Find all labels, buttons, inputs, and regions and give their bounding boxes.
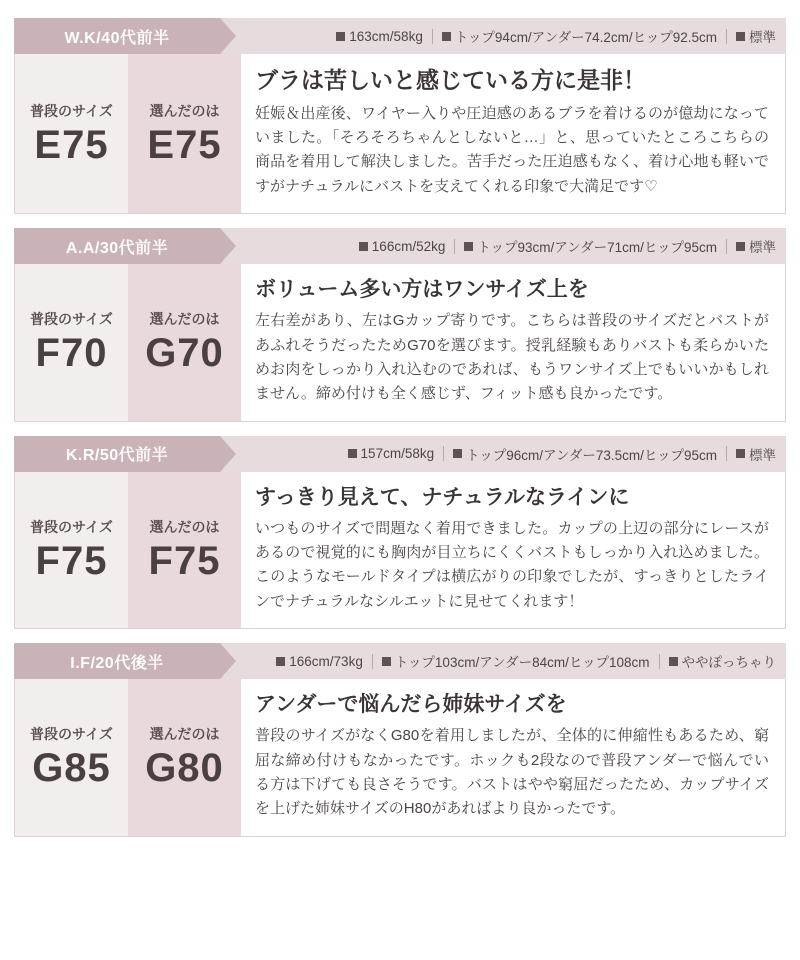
square-bullet-icon bbox=[359, 242, 368, 251]
chosen-size-label: 選んだのは bbox=[149, 518, 220, 535]
review-title: ブラは苦しいと感じている方に是非！ bbox=[255, 67, 646, 93]
chosen-size-label: 選んだのは bbox=[149, 726, 220, 743]
square-bullet-icon bbox=[736, 32, 745, 41]
reviewer-name: K.R/50代前半 bbox=[14, 436, 220, 472]
square-bullet-icon bbox=[669, 657, 678, 666]
review-body bbox=[14, 54, 786, 214]
square-bullet-icon bbox=[736, 242, 745, 251]
spec-text: 163cm/58kg bbox=[349, 28, 423, 44]
chosen-size-value: E75 bbox=[147, 122, 222, 167]
chosen-size-cell bbox=[128, 54, 241, 213]
reviewer-specs bbox=[220, 228, 786, 264]
chosen-size-value: F75 bbox=[148, 538, 221, 583]
chosen-size-label: 選んだのは bbox=[149, 102, 220, 119]
review-title: アンダーで悩んだら姉妹サイズを bbox=[255, 693, 567, 717]
spec-item bbox=[464, 236, 717, 256]
usual-size-cell bbox=[15, 54, 128, 213]
spec-item bbox=[453, 444, 717, 464]
review-text: 普段のサイズがなくG80を着用しましたが、全体的に伸縮性もあるため、窮屈な締め付けもなかったです。ホックも2段なので普段アンダーで悩んでいる方は下げても良さそうです。バストはやや窮屈だったため、カップサイズを上げた姉妹サイズのH80があればより良かったです。 bbox=[255, 727, 769, 818]
square-bullet-icon bbox=[736, 449, 745, 458]
usual-size-label: 普段のサイズ bbox=[30, 726, 113, 743]
chosen-size-value: G80 bbox=[145, 746, 224, 791]
reviewer-name: A.A/30代前半 bbox=[14, 228, 220, 264]
review-header bbox=[14, 18, 786, 54]
square-bullet-icon bbox=[348, 449, 357, 458]
reviewer-name: W.K/40代前半 bbox=[14, 18, 220, 54]
square-bullet-icon bbox=[276, 657, 285, 666]
chosen-size-value: G70 bbox=[145, 331, 224, 376]
usual-size-label: 普段のサイズ bbox=[30, 102, 113, 119]
spec-separator bbox=[726, 239, 727, 254]
review-text: 妊娠＆出産後、ワイヤー入りや圧迫感のあるブラを着けるのが億劫になっていました。「そろそろちゃんとしないと…」と、思っていたところこちらの商品を着用して解決しました。苦手だった圧迫感もなく、着け心地も軽いですがナチュラルにバストを支えてくれる印象で大満足です♡ bbox=[255, 104, 769, 195]
chosen-size-cell bbox=[128, 679, 241, 835]
spec-separator bbox=[372, 654, 373, 669]
review-text-column bbox=[241, 264, 785, 420]
spec-separator bbox=[432, 29, 433, 44]
spec-separator bbox=[443, 446, 444, 461]
spec-item bbox=[736, 236, 776, 256]
spec-item bbox=[736, 26, 776, 46]
usual-size-value: F70 bbox=[35, 331, 108, 376]
spec-item bbox=[669, 651, 777, 671]
spec-text: トップ93cm/アンダー71cm/ヒップ95cm bbox=[477, 240, 717, 256]
review-text: いつものサイズで問題なく着用できました。カップの上辺の部分にレースがあるので視覚的にも胸肉が目立ちにくくバストもしっかり入れ込めました。このようなモールドタイプは横広がりの印象でしたが、すっきりとしたラインでナチュラルなシルエットに見せてくれます！ bbox=[255, 519, 769, 610]
spec-text: トップ96cm/アンダー73.5cm/ヒップ95cm bbox=[466, 447, 717, 463]
review-header bbox=[14, 436, 786, 472]
review-text-column bbox=[241, 54, 785, 213]
review-body bbox=[14, 472, 786, 629]
square-bullet-icon bbox=[464, 242, 473, 251]
spec-text: 標準 bbox=[749, 447, 776, 463]
square-bullet-icon bbox=[336, 32, 345, 41]
spec-text: 157cm/58kg bbox=[360, 446, 435, 462]
square-bullet-icon bbox=[453, 449, 462, 458]
review-text-column bbox=[241, 679, 785, 835]
spec-text: 166cm/52kg bbox=[371, 238, 446, 254]
square-bullet-icon bbox=[382, 657, 391, 666]
usual-size-cell bbox=[15, 264, 128, 420]
usual-size-cell bbox=[15, 472, 128, 628]
reviewer-specs bbox=[220, 18, 786, 54]
spec-text: 標準 bbox=[749, 30, 776, 45]
spec-text: トップ94cm/アンダー74.2cm/ヒップ92.5cm bbox=[454, 30, 717, 45]
usual-size-cell bbox=[15, 679, 128, 835]
reviewer-name: I.F/20代後半 bbox=[14, 643, 220, 679]
spec-text: 166cm/73kg bbox=[289, 653, 363, 669]
spec-separator bbox=[726, 446, 727, 461]
review-text: 左右差があり、左はGカップ寄りです。こちらは普段のサイズだとバストがあふれそうだったためG70を選びます。授乳経験もありバストも柔らかいためお肉をしっかり入れ込むのであれば、もうワンサイズ上でもいいかもしれません。締め付けも全く感じず、フィット感も良かったです。 bbox=[255, 312, 769, 403]
spec-item bbox=[442, 26, 717, 46]
chosen-size-label: 選んだのは bbox=[149, 311, 220, 328]
spec-separator bbox=[454, 239, 455, 254]
spec-item bbox=[348, 446, 435, 461]
review-title: ボリューム多い方はワンサイズ上を bbox=[255, 278, 589, 302]
review-body bbox=[14, 679, 786, 836]
spec-text: ややぽっちゃり bbox=[681, 655, 776, 671]
usual-size-value: G85 bbox=[32, 746, 111, 791]
spec-item bbox=[336, 29, 423, 44]
chosen-size-cell bbox=[128, 472, 241, 628]
reviewer-specs bbox=[220, 643, 786, 679]
usual-size-label: 普段のサイズ bbox=[30, 311, 113, 328]
reviews-list bbox=[14, 18, 786, 837]
spec-separator bbox=[659, 654, 660, 669]
review-header bbox=[14, 643, 786, 679]
review-title: すっきり見えて、ナチュラルなラインに bbox=[255, 485, 630, 509]
review-block bbox=[14, 18, 786, 214]
spec-separator bbox=[726, 29, 727, 44]
usual-size-value: F75 bbox=[35, 538, 108, 583]
spec-item bbox=[359, 239, 446, 254]
review-block bbox=[14, 436, 786, 629]
square-bullet-icon bbox=[442, 32, 451, 41]
review-header bbox=[14, 228, 786, 264]
spec-item bbox=[736, 444, 776, 464]
reviewer-specs bbox=[220, 436, 786, 472]
review-block bbox=[14, 643, 786, 836]
review-text-column bbox=[241, 472, 785, 628]
review-block bbox=[14, 228, 786, 421]
spec-text: 標準 bbox=[749, 240, 776, 256]
spec-text: トップ103cm/アンダー84cm/ヒップ108cm bbox=[394, 655, 650, 671]
spec-item bbox=[382, 651, 650, 671]
chosen-size-cell bbox=[128, 264, 241, 420]
usual-size-label: 普段のサイズ bbox=[30, 518, 113, 535]
review-body bbox=[14, 264, 786, 421]
spec-item bbox=[276, 654, 363, 669]
usual-size-value: E75 bbox=[34, 122, 109, 167]
